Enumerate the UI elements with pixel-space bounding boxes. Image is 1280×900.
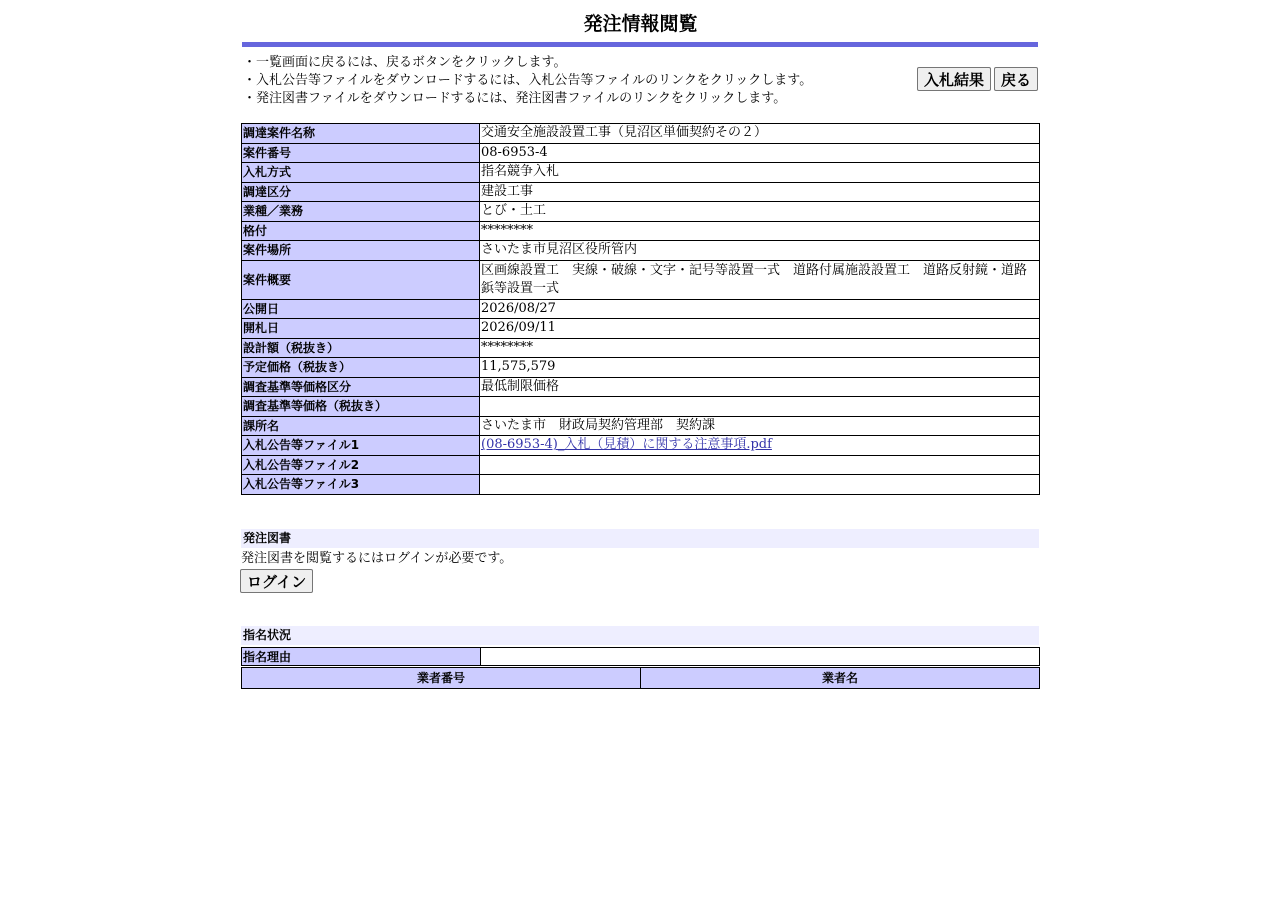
procurement-category-value: 建設工事 [480, 182, 1040, 202]
row-label: 調達案件名称 [242, 124, 480, 144]
row-label: 案件番号 [242, 143, 480, 163]
designation-reason-table [241, 647, 1040, 666]
announcement-file-2-value [480, 455, 1040, 475]
vendor-table [241, 667, 1040, 689]
business-type-value: とび・土工 [480, 202, 1040, 222]
summary-value: 区画線設置工 実線・破線・文字・記号等設置一式 道路付属施設設置工 道路反射鏡・道路鋲等設置一式 [480, 260, 1040, 299]
row-label: 開札日 [242, 319, 480, 339]
location-value: さいたま市見沼区役所管内 [480, 241, 1040, 261]
order-documents-heading: 発注図書 [241, 529, 1039, 548]
instruction-back: ・一覧画面に戻るには、戻るボタンをクリックします。 [243, 55, 567, 70]
spacer [241, 495, 1040, 529]
row-label: 設計額（税抜き） [242, 338, 480, 358]
login-button[interactable]: ログイン [240, 569, 313, 593]
case-number-value: 08-6953-4 [480, 143, 1040, 163]
row-label: 課所名 [242, 416, 480, 436]
row-label: 業種／業務 [242, 202, 480, 222]
table-row [242, 202, 1040, 222]
row-label: 入札方式 [242, 163, 480, 183]
table-header-row [242, 667, 1040, 688]
row-label: 入札公告等ファイル3 [242, 475, 480, 495]
designation-reason-value [481, 647, 1040, 665]
table-row [242, 163, 1040, 183]
row-label: 格付 [242, 221, 480, 241]
planned-price-value: 11,575,579 [480, 358, 1040, 378]
row-label: 調査基準等価格区分 [242, 377, 480, 397]
standard-price-value [480, 397, 1040, 417]
row-label: 公開日 [242, 299, 480, 319]
row-label: 予定価格（税抜き） [242, 358, 480, 378]
announcement-file-3-value [480, 475, 1040, 495]
table-row [242, 260, 1040, 299]
row-label: 案件概要 [242, 260, 480, 299]
designation-reason-label: 指名理由 [242, 647, 481, 665]
row-label: 案件場所 [242, 241, 480, 261]
table-row [242, 221, 1040, 241]
table-row [242, 241, 1040, 261]
instructions [243, 54, 812, 108]
table-row [242, 124, 1040, 144]
page-title: 発注情報閲覧 [583, 13, 698, 35]
case-name-value: 交通安全施設設置工事（見沼区単価契約その２） [480, 124, 1040, 144]
row-label: 調査基準等価格（税抜き） [242, 397, 480, 417]
vendor-name-header: 業者名 [641, 667, 1040, 688]
case-info-table [241, 123, 1040, 495]
announcement-file-1-cell [480, 436, 1040, 456]
row-label: 入札公告等ファイル1 [242, 436, 480, 456]
table-row [242, 475, 1040, 495]
login-required-note: 発注図書を閲覧するにはログインが必要です。 [241, 550, 513, 566]
publish-date-value: 2026/08/27 [480, 299, 1040, 319]
instruction-announcement-files: ・入札公告等ファイルをダウンロードするには、入札公告等ファイルのリンクをクリックします。 [243, 73, 813, 88]
standard-price-category-value: 最低制限価格 [480, 377, 1040, 397]
table-row [242, 358, 1040, 378]
instructions-row [241, 47, 1040, 123]
table-row [242, 377, 1040, 397]
table-row [242, 299, 1040, 319]
table-row [242, 338, 1040, 358]
vendor-number-header: 業者番号 [242, 667, 641, 688]
opening-date-value: 2026/09/11 [480, 319, 1040, 339]
action-buttons [917, 67, 1038, 91]
login-button-wrap [241, 569, 1040, 593]
announcement-file-1-link[interactable]: (08-6953-4)_入札（見積）に関する注意事項.pdf [481, 437, 772, 453]
instruction-order-docs: ・発注図書ファイルをダウンロードするには、発注図書ファイルのリンクをクリックします。 [243, 91, 787, 106]
table-row [242, 397, 1040, 417]
table-row [242, 182, 1040, 202]
design-amount-value: ******** [480, 338, 1040, 358]
back-button[interactable]: 戻る [994, 67, 1038, 91]
page-container [241, 0, 1040, 689]
rating-value: ******** [480, 221, 1040, 241]
table-row [242, 647, 1040, 665]
table-row [242, 436, 1040, 456]
table-row [242, 319, 1040, 339]
department-value: さいたま市 財政局契約管理部 契約課 [480, 416, 1040, 436]
spacer [241, 593, 1040, 626]
bid-results-button[interactable]: 入札結果 [917, 67, 991, 91]
row-label: 調達区分 [242, 182, 480, 202]
bid-method-value: 指名競争入札 [480, 163, 1040, 183]
row-label: 入札公告等ファイル2 [242, 455, 480, 475]
table-row [242, 143, 1040, 163]
table-row [242, 416, 1040, 436]
designation-status-heading: 指名状況 [241, 626, 1039, 645]
table-row [242, 455, 1040, 475]
